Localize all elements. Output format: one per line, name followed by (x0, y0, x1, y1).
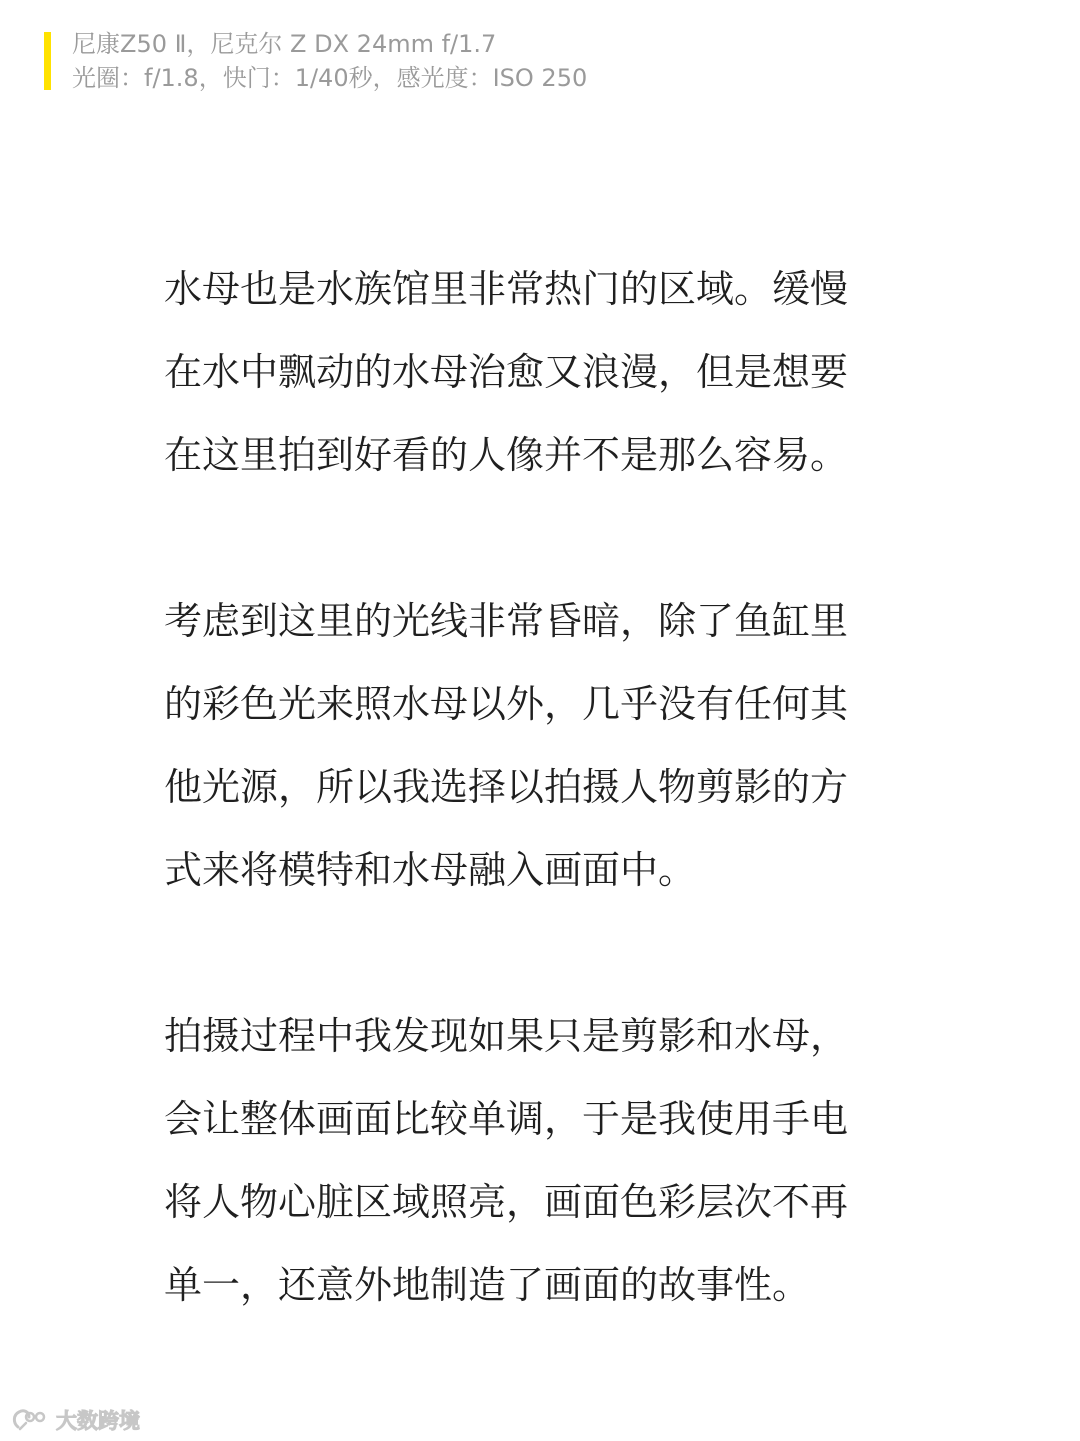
text-line: 的彩色光来照水母以外，几乎没有任何其 (164, 682, 849, 726)
text-line: 拍摄过程中我发现如果只是剪影和水母， (164, 1014, 849, 1058)
article-body (164, 248, 904, 1327)
camera-lens-info: 尼康Z50 Ⅱ，尼克尔 Z DX 24mm f/1.7 (72, 30, 497, 58)
text-line: 水母也是水族馆里非常热门的区域。缓慢 (164, 267, 849, 311)
watermark-text: 大数跨境 (56, 1409, 140, 1433)
watermark (10, 1404, 140, 1436)
paragraph-2 (164, 580, 904, 912)
paragraph-3 (164, 995, 904, 1327)
photo-caption (44, 30, 844, 92)
text-line: 将人物心脏区域照亮，画面色彩层次不再 (164, 1180, 849, 1224)
text-line: 在水中飘动的水母治愈又浪漫，但是想要 (164, 350, 849, 394)
text-line: 单一，还意外地制造了画面的故事性。 (164, 1263, 811, 1307)
text-line: 他光源，所以我选择以拍摄人物剪影的方 (164, 765, 849, 809)
watermark-logo-icon (10, 1405, 50, 1435)
text-line: 式来将模特和水母融入画面中。 (164, 848, 697, 892)
text-line: 考虑到这里的光线非常昏暗，除了鱼缸里 (164, 599, 849, 643)
exposure-settings-info: 光圈：f/1.8，快门：1/40秒，感光度：ISO 250 (72, 64, 588, 92)
text-line: 在这里拍到好看的人像并不是那么容易。 (164, 433, 849, 477)
caption-accent-bar (44, 32, 51, 90)
text-line: 会让整体画面比较单调，于是我使用手电 (164, 1097, 849, 1141)
paragraph-1 (164, 248, 904, 497)
